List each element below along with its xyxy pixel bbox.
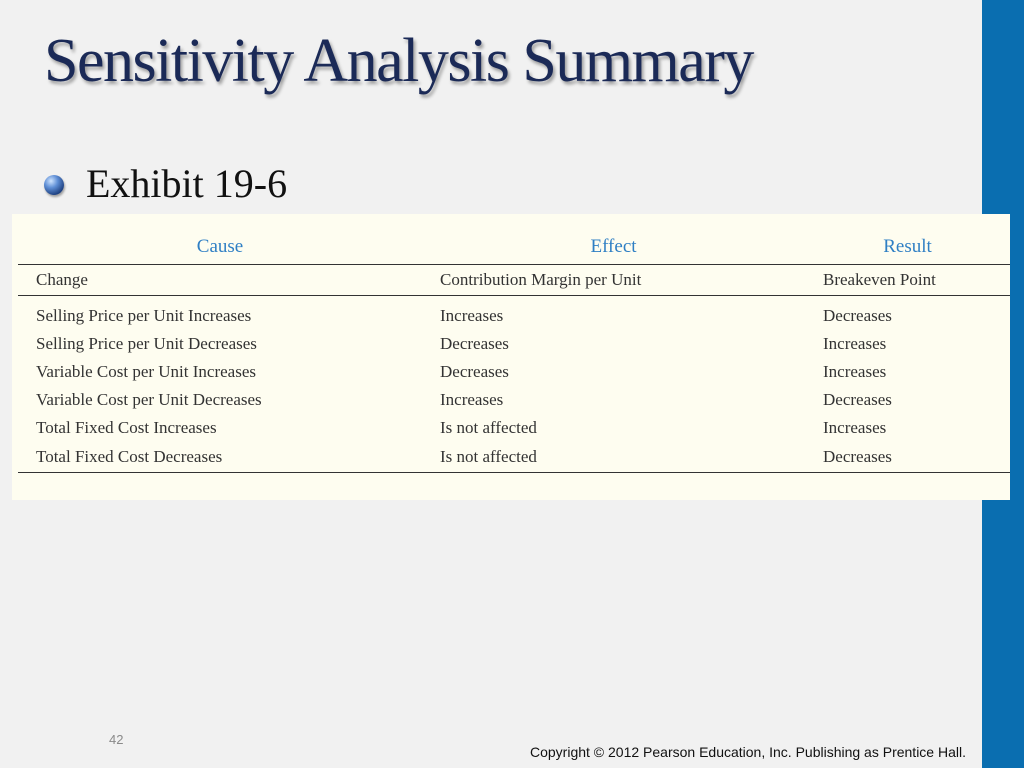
cell-effect: Decreases (440, 362, 509, 381)
slide-title: Sensitivity Analysis Summary (44, 27, 753, 95)
bullet-sphere-icon (44, 175, 64, 195)
table-row (18, 414, 1010, 442)
cell-change: Variable Cost per Unit Increases (36, 362, 256, 381)
cell-result: Increases (823, 418, 887, 437)
cell-result: Increases (823, 334, 887, 353)
table-row (18, 386, 1010, 414)
table-row (18, 358, 1010, 386)
table-row (18, 330, 1010, 358)
header-effect: Effect (422, 236, 805, 265)
bullet-item (44, 160, 287, 207)
copyright-notice: Copyright © 2012 Pearson Education, Inc. Publishing as Prentice Hall. (529, 744, 966, 760)
cell-effect: Is not affected (440, 418, 537, 437)
header-result: Result (805, 236, 1010, 265)
page-number: 42 (109, 732, 124, 747)
cell-effect: Increases (440, 306, 504, 325)
header-cause: Cause (18, 236, 422, 265)
cell-result: Increases (823, 362, 887, 381)
subheader-contribution-margin: Contribution Margin per Unit (422, 265, 805, 296)
cell-change: Selling Price per Unit Increases (36, 306, 252, 325)
cell-result: Decreases (823, 390, 892, 409)
cell-effect: Decreases (440, 334, 509, 353)
cell-effect: Is not affected (422, 442, 805, 473)
cell-result: Decreases (805, 442, 1010, 473)
cell-result: Decreases (823, 306, 892, 325)
cell-change: Selling Price per Unit Decreases (36, 334, 257, 353)
table-subheader-row (18, 265, 1010, 296)
table-header-row (18, 236, 1010, 265)
cell-change: Variable Cost per Unit Decreases (36, 390, 262, 409)
subheader-change: Change (18, 265, 422, 296)
table-row (18, 442, 1010, 473)
subheader-breakeven-point: Breakeven Point (805, 265, 1010, 296)
exhibit-table-panel (12, 214, 1010, 500)
cell-change: Total Fixed Cost Decreases (18, 442, 422, 473)
cell-change: Total Fixed Cost Increases (36, 418, 217, 437)
bullet-text: Exhibit 19-6 (86, 161, 288, 206)
sensitivity-table (18, 236, 1010, 473)
table-row (18, 296, 1010, 331)
cell-effect: Increases (440, 390, 504, 409)
